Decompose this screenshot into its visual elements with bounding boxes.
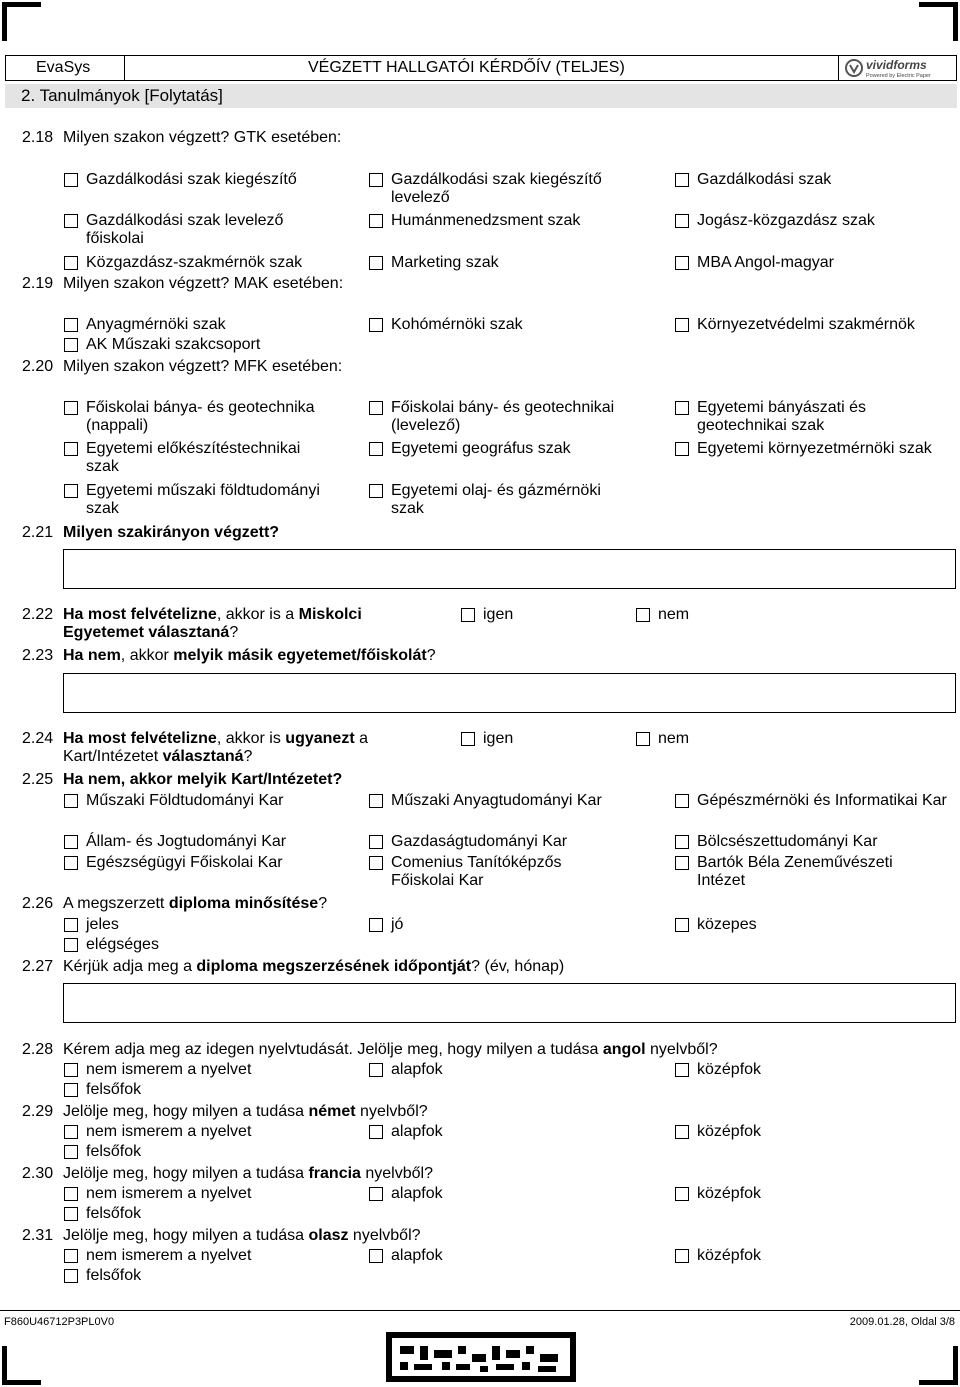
checkbox[interactable] — [675, 918, 689, 932]
option-label: felsőfok — [86, 1267, 142, 1284]
question-2-26: 2.26 A megszerzett diploma minősítése? — [22, 895, 328, 912]
checkbox[interactable] — [369, 484, 383, 498]
checkbox[interactable] — [675, 256, 689, 270]
option-label: jó — [391, 916, 404, 933]
form-title: VÉGZETT HALLGATÓI KÉRDŐÍV (TELJES) — [308, 59, 625, 76]
option-label: Bartók Béla Zeneművészeti Intézet — [697, 854, 893, 889]
question-2-19: 2.19 Milyen szakon végzett? MAK esetében: — [22, 275, 344, 292]
checkbox[interactable] — [64, 1125, 78, 1139]
text-input-other-university[interactable] — [63, 673, 956, 713]
checkbox[interactable] — [64, 835, 78, 849]
checkbox[interactable] — [369, 835, 383, 849]
checkbox[interactable] — [64, 1187, 78, 1201]
checkbox[interactable] — [675, 173, 689, 187]
option-label: Egyetemi előkészítéstechnikai szak — [86, 440, 301, 475]
option-label: Műszaki Földtudományi Kar — [86, 792, 284, 809]
header-divider — [838, 56, 839, 80]
option-label: közepes — [697, 916, 757, 933]
option-label: MBA Angol-magyar — [697, 254, 834, 271]
option-label: felsőfok — [86, 1081, 142, 1098]
option-label: Gazdálkodási szak kiegészítő — [86, 171, 297, 188]
checkbox[interactable] — [64, 1249, 78, 1263]
option-label: Főiskolai bánya- és geotechnika (nappali) — [86, 399, 315, 434]
question-2-18: 2.18 Milyen szakon végzett? GTK esetében: — [22, 129, 342, 146]
checkbox[interactable] — [64, 1269, 78, 1283]
question-2-21: 2.21 Milyen szakirányon végzett? — [22, 524, 280, 541]
option-label: Bölcsészettudományi Kar — [697, 833, 878, 850]
checkbox[interactable] — [64, 1207, 78, 1221]
option-label: AK Műszaki szakcsoport — [86, 336, 261, 353]
question-2-29: 2.29 Jelölje meg, hogy milyen a tudása német nyelvből? — [22, 1103, 428, 1120]
option-label: Humánmenedzsment szak — [391, 212, 581, 229]
checkbox[interactable] — [64, 318, 78, 332]
option-label: alapfok — [391, 1061, 443, 1078]
checkbox[interactable] — [461, 732, 475, 746]
checkbox[interactable] — [369, 918, 383, 932]
checkbox[interactable] — [369, 442, 383, 456]
checkbox[interactable] — [64, 1063, 78, 1077]
option-label: Gazdálkodási szak levelező főiskolai — [86, 212, 284, 247]
checkbox[interactable] — [64, 214, 78, 228]
question-2-20: 2.20 Milyen szakon végzett? MFK esetében: — [22, 358, 343, 375]
checkbox[interactable] — [675, 856, 689, 870]
option-label: igen — [483, 730, 514, 747]
checkbox[interactable] — [64, 338, 78, 352]
option-label: alapfok — [391, 1185, 443, 1202]
option-label: Közgazdász-szakmérnök szak — [86, 254, 303, 271]
checkbox[interactable] — [675, 318, 689, 332]
option-label: nem ismerem a nyelvet — [86, 1185, 252, 1202]
option-label: Gazdaságtudományi Kar — [391, 833, 568, 850]
option-label: nem — [658, 730, 690, 747]
option-label: Egyetemi környezetmérnöki szak — [697, 440, 932, 457]
option-label: felsőfok — [86, 1143, 142, 1160]
checkbox[interactable] — [369, 1063, 383, 1077]
vividforms-logo — [844, 56, 954, 80]
checkbox[interactable] — [64, 1145, 78, 1159]
checkbox[interactable] — [64, 401, 78, 415]
question-2-22: 2.22 Ha most felvételizne, akkor is a Miskolci Egyetemet választaná? — [22, 606, 362, 641]
checkbox[interactable] — [461, 608, 475, 622]
checkbox[interactable] — [675, 1125, 689, 1139]
question-2-25: 2.25 Ha nem, akkor melyik Kart/Intézetet? — [22, 771, 343, 788]
header-divider — [124, 56, 125, 80]
option-label: Műszaki Anyagtudományi Kar — [391, 792, 602, 809]
header-bar — [5, 55, 957, 81]
checkbox[interactable] — [675, 214, 689, 228]
corner-mark-bottom-left — [2, 1346, 41, 1385]
date-and-page: 2009.01.28, Oldal 3/8 — [849, 1316, 955, 1328]
checkbox[interactable] — [675, 835, 689, 849]
option-label: alapfok — [391, 1123, 443, 1140]
question-2-24: 2.24 Ha most felvételizne, akkor is ugyanezt a Kart/Intézetet választaná? — [22, 730, 368, 765]
option-label: Környezetvédelmi szakmérnök — [697, 316, 915, 333]
option-label: Állam- és Jogtudományi Kar — [86, 833, 287, 850]
checkbox[interactable] — [675, 1063, 689, 1077]
option-label: Gazdálkodási szak — [697, 171, 832, 188]
checkbox[interactable] — [636, 732, 650, 746]
checkbox[interactable] — [369, 214, 383, 228]
checkbox[interactable] — [369, 1125, 383, 1139]
checkbox[interactable] — [64, 918, 78, 932]
corner-mark-top-left — [2, 2, 41, 41]
option-label: Comenius Tanítóképzős Főiskolai Kar — [391, 854, 562, 889]
question-2-27: 2.27 Kérjük adja meg a diploma megszerzésének időpontját? (év, hónap) — [22, 958, 565, 975]
checkbox[interactable] — [369, 318, 383, 332]
option-label: nem ismerem a nyelvet — [86, 1247, 252, 1264]
option-label: jeles — [86, 916, 119, 933]
app-name: EvaSys — [36, 59, 91, 76]
option-label: igen — [483, 606, 514, 623]
checkbox[interactable] — [64, 794, 78, 808]
checkbox[interactable] — [369, 256, 383, 270]
option-label: Jogász-közgazdász szak — [697, 212, 875, 229]
checkbox[interactable] — [675, 1249, 689, 1263]
corner-mark-top-right — [919, 2, 958, 41]
option-label: nem — [658, 606, 690, 623]
option-label: Egészségügyi Főiskolai Kar — [86, 854, 283, 871]
question-2-30: 2.30 Jelölje meg, hogy milyen a tudása francia nyelvből? — [22, 1165, 433, 1182]
checkbox[interactable] — [369, 173, 383, 187]
option-label: középfok — [697, 1247, 762, 1264]
checkbox[interactable] — [64, 256, 78, 270]
checkbox[interactable] — [675, 401, 689, 415]
footer-divider — [0, 1310, 960, 1311]
option-label: Főiskolai bány- és geotechnikai (levelező) — [391, 399, 615, 434]
question-2-28: 2.28 Kérem adja meg az idegen nyelvtudását. Jelölje meg, hogy milyen a tudása angol nyelvből? — [22, 1041, 718, 1058]
checkbox[interactable] — [64, 173, 78, 187]
option-label: alapfok — [391, 1247, 443, 1264]
form-code: F860U46712P3PL0V0 — [4, 1316, 115, 1328]
checkbox[interactable] — [675, 1187, 689, 1201]
text-input-diploma-date[interactable] — [63, 983, 956, 1023]
barcode — [386, 1332, 576, 1387]
option-label: felsőfok — [86, 1205, 142, 1222]
checkbox[interactable] — [675, 442, 689, 456]
option-label: Egyetemi műszaki földtudományi szak — [86, 482, 320, 517]
option-label: elégséges — [86, 936, 159, 953]
option-label: Marketing szak — [391, 254, 499, 271]
checkbox[interactable] — [369, 856, 383, 870]
checkbox[interactable] — [64, 442, 78, 456]
option-label: nem ismerem a nyelvet — [86, 1123, 252, 1140]
question-2-31: 2.31 Jelölje meg, hogy milyen a tudása olasz nyelvből? — [22, 1227, 421, 1244]
text-input-specialization[interactable] — [63, 549, 956, 589]
option-label: Egyetemi olaj- és gázmérnöki szak — [391, 482, 601, 517]
option-label: Anyagmérnöki szak — [86, 316, 226, 333]
option-label: Egyetemi bányászati és geotechnikai szak — [697, 399, 866, 434]
checkbox[interactable] — [369, 1187, 383, 1201]
option-label: középfok — [697, 1123, 762, 1140]
corner-mark-bottom-right — [919, 1346, 958, 1385]
section-title: 2. Tanulmányok [Folytatás] — [5, 84, 957, 108]
checkbox[interactable] — [64, 938, 78, 952]
option-label: Kohómérnöki szak — [391, 316, 523, 333]
option-label: Egyetemi geográfus szak — [391, 440, 571, 457]
checkbox[interactable] — [64, 856, 78, 870]
checkbox[interactable] — [369, 794, 383, 808]
option-label: középfok — [697, 1061, 762, 1078]
checkbox[interactable] — [369, 401, 383, 415]
question-2-23: 2.23 Ha nem, akkor melyik másik egyetemet/főiskolát? — [22, 647, 436, 664]
checkbox[interactable] — [64, 1083, 78, 1097]
option-label: Gépészmérnöki és Informatikai Kar — [697, 792, 947, 809]
option-label: nem ismerem a nyelvet — [86, 1061, 252, 1078]
option-label: Gazdálkodási szak kiegészítő levelező — [391, 171, 602, 206]
logo-subtext: Powered by Electric Paper — [866, 73, 931, 79]
checkbox[interactable] — [369, 1249, 383, 1263]
logo-text: vividforms — [866, 58, 927, 72]
checkbox[interactable] — [64, 484, 78, 498]
option-label: középfok — [697, 1185, 762, 1202]
checkbox[interactable] — [675, 794, 689, 808]
checkbox[interactable] — [636, 608, 650, 622]
